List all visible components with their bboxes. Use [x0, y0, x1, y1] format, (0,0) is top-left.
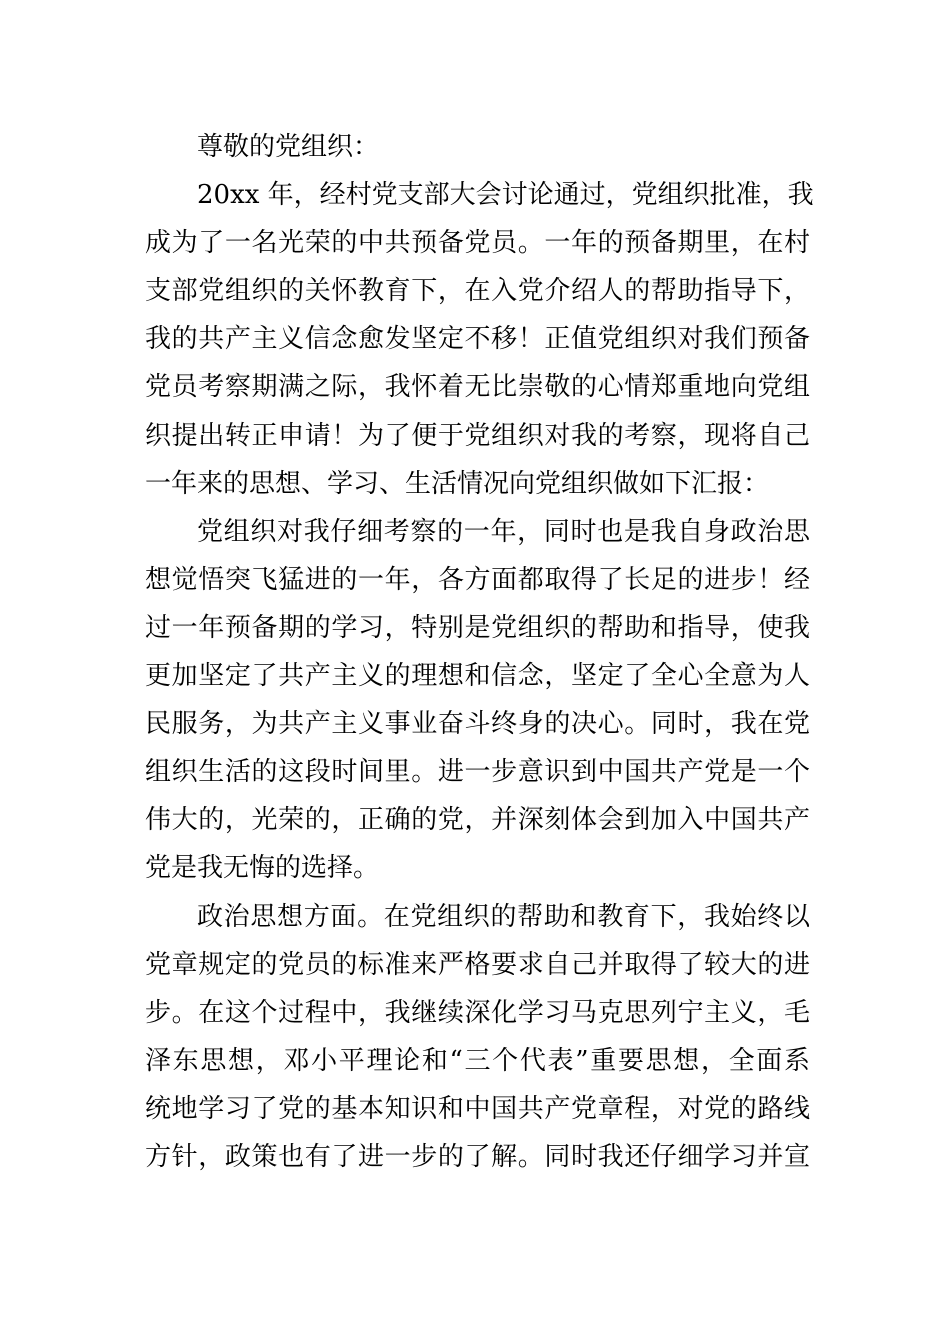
- paragraph-1-line-7: 一年来的思想、学习、生活情况向党组织做如下汇报：: [145, 468, 770, 499]
- paragraph-1-line-5: 党员考察期满之际，我怀着无比崇敬的心情郑重地向党组: [145, 372, 810, 403]
- paragraph-3-line-4: 泽东思想，邓小平理论和“三个代表”重要思想，全面系: [145, 1045, 810, 1076]
- paragraph-3-line-3: 步。在这个过程中，我继续深化学习马克思列宁主义，毛: [145, 997, 810, 1028]
- paragraph-3-line-2: 党章规定的党员的标准来严格要求自己并取得了较大的进: [145, 949, 810, 980]
- paragraph-1-line-1: 20xx 年，经村党支部大会讨论通过，党组织批准，我: [197, 180, 814, 211]
- letter-body: [145, 123, 814, 1181]
- paragraph-2-line-4: 更加坚定了共产主义的理想和信念，坚定了全心全意为人: [145, 661, 810, 692]
- paragraph-2-line-5: 民服务，为共产主义事业奋斗终身的决心。同时，我在党: [145, 709, 810, 740]
- paragraph-2-line-1: 党组织对我仔细考察的一年，同时也是我自身政治思: [197, 516, 810, 547]
- paragraph-3-line-6: 方针，政策也有了进一步的了解。同时我还仔细学习并宣: [145, 1141, 810, 1172]
- paragraph-2-line-7: 伟大的，光荣的，正确的党，并深刻体会到加入中国共产: [145, 805, 810, 836]
- paragraph-2-line-8: 党是我无悔的选择。: [145, 853, 380, 884]
- paragraph-1-line-4: 我的共产主义信念愈发坚定不移！正值党组织对我们预备: [145, 324, 810, 355]
- salutation: 尊敬的党组织：: [197, 132, 380, 162]
- paragraph-2-line-2: 想觉悟突飞猛进的一年，各方面都取得了长足的进步！经: [145, 564, 810, 595]
- paragraph-2-line-3: 过一年预备期的学习，特别是党组织的帮助和指导，使我: [145, 612, 810, 643]
- paragraph-1-line-6: 织提出转正申请！为了便于党组织对我的考察，现将自己: [145, 420, 810, 451]
- paragraph-3-line-5: 统地学习了党的基本知识和中国共产党章程，对党的路线: [145, 1093, 810, 1124]
- paragraph-3-line-1: 政治思想方面。在党组织的帮助和教育下，我始终以: [197, 901, 810, 932]
- paragraph-1-line-2: 成为了一名光荣的中共预备党员。一年的预备期里，在村: [145, 228, 810, 259]
- paragraph-2-line-6: 组织生活的这段时间里。进一步意识到中国共产党是一个: [145, 757, 810, 788]
- paragraph-1-line-3: 支部党组织的关怀教育下，在入党介绍人的帮助指导下，: [145, 276, 810, 307]
